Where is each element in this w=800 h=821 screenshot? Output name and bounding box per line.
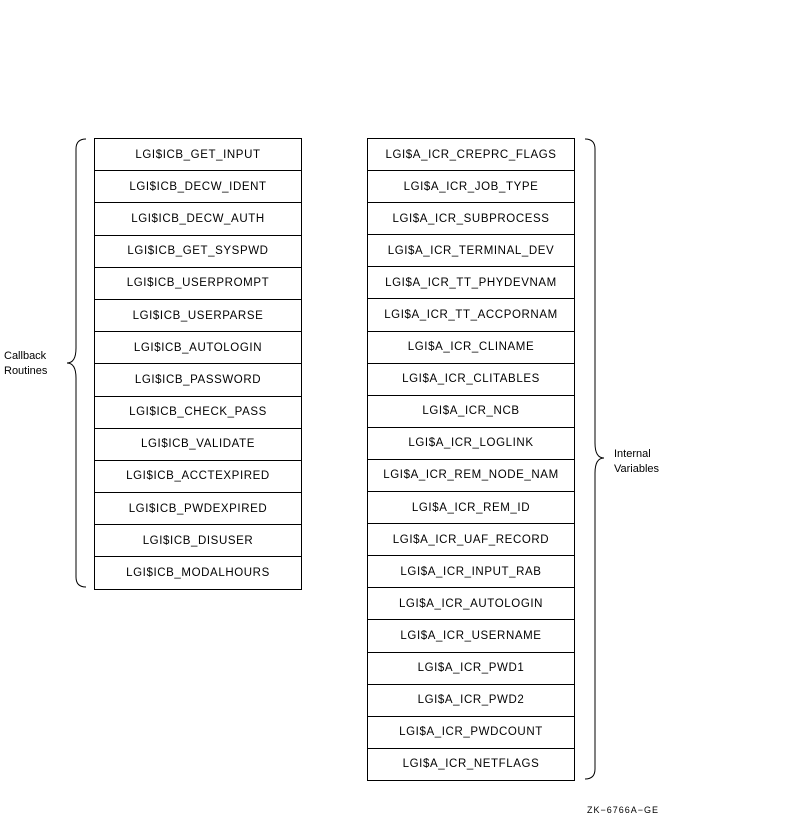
internal-variable-cell: LGI$A_ICR_NCB: [367, 396, 575, 428]
callback-routines-label-line: Callback: [4, 350, 47, 362]
callback-routine-cell: LGI$ICB_DECW_AUTH: [94, 203, 302, 235]
right-brace: [580, 134, 610, 784]
callback-routine-cell: LGI$ICB_DISUSER: [94, 525, 302, 557]
internal-variable-cell: LGI$A_ICR_PWDCOUNT: [367, 717, 575, 749]
internal-variable-cell: LGI$A_ICR_LOGLINK: [367, 428, 575, 460]
internal-variable-cell: LGI$A_ICR_INPUT_RAB: [367, 556, 575, 588]
internal-variable-cell: LGI$A_ICR_CREPRC_FLAGS: [367, 139, 575, 171]
callback-routine-cell: LGI$ICB_DECW_IDENT: [94, 171, 302, 203]
internal-variable-cell: LGI$A_ICR_TERMINAL_DEV: [367, 235, 575, 267]
internal-variable-cell: LGI$A_ICR_UAF_RECORD: [367, 524, 575, 556]
internal-variable-cell: LGI$A_ICR_CLITABLES: [367, 364, 575, 396]
internal-variables-table: [367, 138, 575, 781]
callback-routine-cell: LGI$ICB_GET_INPUT: [94, 139, 302, 171]
callback-routines-label-line: Routines: [4, 365, 48, 377]
callback-routine-cell: LGI$ICB_USERPROMPT: [94, 268, 302, 300]
callback-routine-cell: LGI$ICB_GET_SYSPWD: [94, 236, 302, 268]
callback-routine-cell: LGI$ICB_USERPARSE: [94, 300, 302, 332]
internal-variable-cell: LGI$A_ICR_REM_ID: [367, 492, 575, 524]
callback-routines-table: [94, 138, 302, 590]
callback-routine-cell: LGI$ICB_CHECK_PASS: [94, 397, 302, 429]
callback-routine-cell: LGI$ICB_PWDEXPIRED: [94, 493, 302, 525]
internal-variable-cell: LGI$A_ICR_NETFLAGS: [367, 749, 575, 781]
internal-variable-cell: LGI$A_ICR_PWD1: [367, 653, 575, 685]
figure-id: ZK−6766A−GE: [587, 805, 660, 815]
internal-variable-cell: LGI$A_ICR_JOB_TYPE: [367, 171, 575, 203]
callback-routine-cell: LGI$ICB_AUTOLOGIN: [94, 332, 302, 364]
internal-variable-cell: LGI$A_ICR_TT_ACCPORNAM: [367, 299, 575, 331]
callback-routine-cell: LGI$ICB_VALIDATE: [94, 429, 302, 461]
left-brace: [62, 134, 92, 594]
internal-variable-cell: LGI$A_ICR_PWD2: [367, 685, 575, 717]
internal-variable-cell: LGI$A_ICR_TT_PHYDEVNAM: [367, 267, 575, 299]
internal-variables-label: [614, 447, 659, 477]
internal-variables-label-line: Variables: [614, 463, 660, 475]
internal-variable-cell: LGI$A_ICR_USERNAME: [367, 620, 575, 652]
internal-variable-cell: LGI$A_ICR_SUBPROCESS: [367, 203, 575, 235]
internal-variable-cell: LGI$A_ICR_CLINAME: [367, 332, 575, 364]
callback-routine-cell: LGI$ICB_ACCTEXPIRED: [94, 461, 302, 493]
internal-variable-cell: LGI$A_ICR_AUTOLOGIN: [367, 588, 575, 620]
callback-routines-label: [4, 349, 47, 379]
internal-variable-cell: LGI$A_ICR_REM_NODE_NAM: [367, 460, 575, 492]
callback-routine-cell: LGI$ICB_PASSWORD: [94, 364, 302, 396]
callback-routine-cell: LGI$ICB_MODALHOURS: [94, 557, 302, 589]
internal-variables-label-line: Internal: [614, 448, 651, 460]
